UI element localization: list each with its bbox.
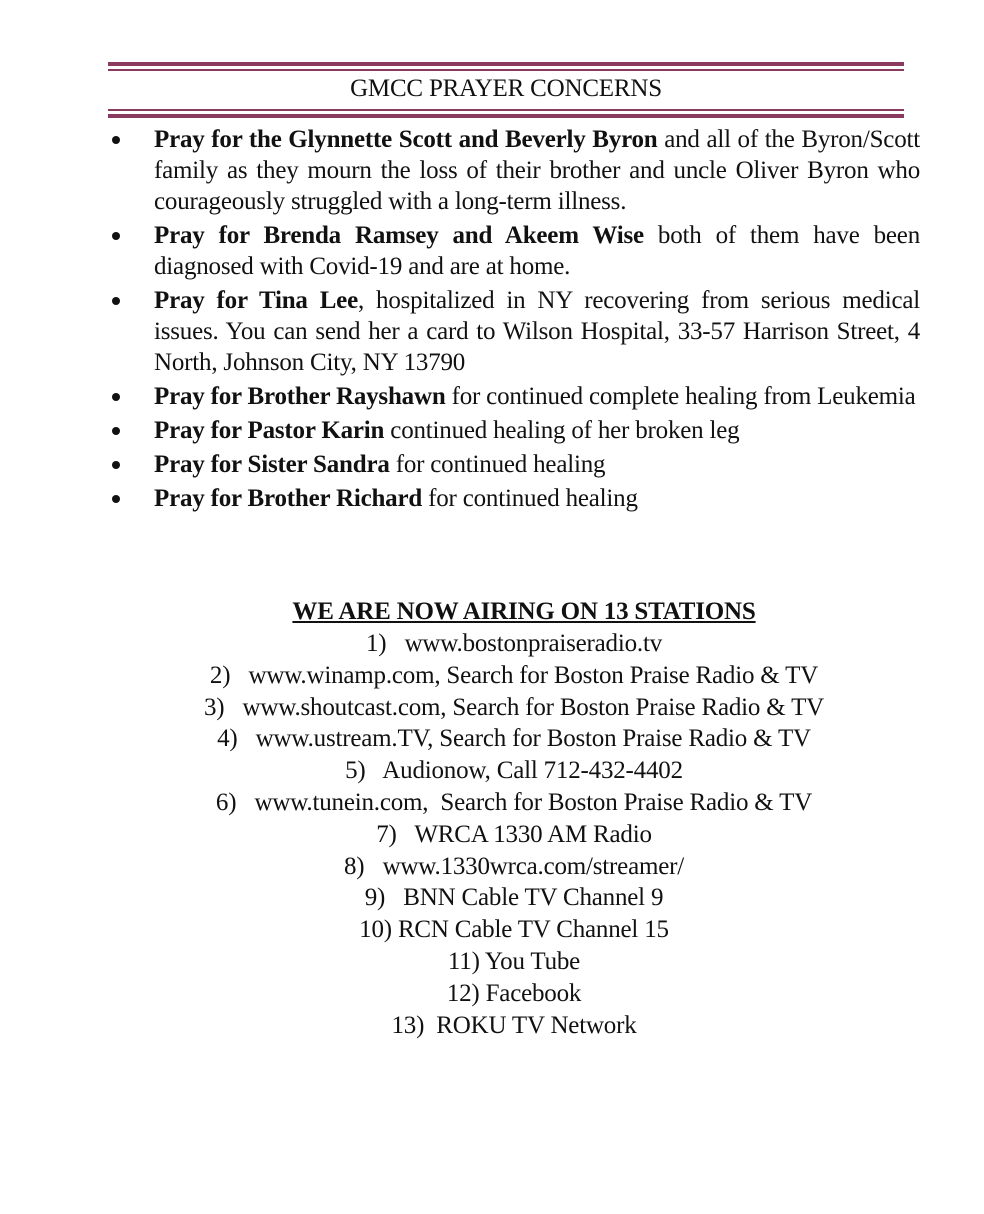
- prayer-item: [108, 285, 920, 378]
- prayer-list: [108, 124, 920, 517]
- prayer-item: [108, 381, 920, 412]
- station-item: 1) www.bostonpraiseradio.tv: [366, 630, 662, 657]
- prayer-detail: for continued healing: [422, 485, 638, 512]
- stations-section: [108, 596, 920, 1041]
- station-item: 7) WRCA 1330 AM Radio: [376, 820, 652, 848]
- bullet-icon: [112, 297, 120, 305]
- station-item: 10) RCN Cable TV Channel 15: [359, 916, 669, 944]
- bullet-icon: [112, 495, 120, 503]
- prayer-item: [108, 483, 920, 514]
- station-list: [108, 628, 920, 1041]
- station-item: 13) ROKU TV Network: [391, 1011, 637, 1039]
- prayer-detail: continued healing of her broken leg: [384, 417, 740, 444]
- station-item: 8) www.1330wrca.com/streamer/: [344, 852, 684, 880]
- prayer-detail: for continued healing: [389, 451, 606, 478]
- stations-heading: WE ARE NOW AIRING ON 13 STATIONS: [292, 598, 756, 625]
- prayer-item: [108, 220, 920, 282]
- prayer-subject: Pray for Brenda Ramsey and Akeem Wise: [154, 222, 644, 249]
- station-item: 9) BNN Cable TV Channel 9: [364, 884, 664, 912]
- prayer-item: [108, 415, 920, 446]
- bullet-icon: [112, 393, 120, 401]
- bullet-icon: [112, 232, 120, 240]
- page-title: GMCC PRAYER CONCERNS: [350, 75, 662, 102]
- bullet-icon: [112, 136, 120, 144]
- bullet-icon: [112, 461, 120, 469]
- station-item: 12) Facebook: [446, 979, 582, 1007]
- prayer-detail: , hospitalized in NY recovering from serious medical issues. You can send her a card to Wilson Hospital, 33-57 Harrison Street, 4 North, Johnson City, NY 13790: [154, 287, 920, 376]
- prayer-subject: Pray for the Glynnette Scott and Beverly Byron: [154, 126, 658, 153]
- station-item: 4) www.ustream.TV, Search for Boston Praise Radio & TV: [217, 725, 811, 753]
- station-item: 6) www.tunein.com, Search for Boston Praise Radio & TV: [215, 788, 813, 816]
- bottom-rule-thick: [108, 114, 904, 118]
- prayer-detail: both of them have been diagnosed with Covid-19 and are at home.: [154, 222, 921, 280]
- prayer-subject: Pray for Brother Richard: [154, 485, 423, 512]
- station-item: 11) You Tube: [447, 947, 581, 975]
- bullet-icon: [112, 427, 120, 435]
- prayer-subject: Pray for Brother Rayshawn: [154, 383, 446, 410]
- prayer-item: [108, 124, 920, 217]
- prayer-concerns-header: [108, 62, 904, 118]
- station-item: 3) www.shoutcast.com, Search for Boston Praise Radio & TV: [203, 693, 825, 721]
- station-item: 5) Audionow, Call 712-432-4402: [345, 757, 683, 785]
- station-item: 2) www.winamp.com, Search for Boston Praise Radio & TV: [209, 661, 819, 689]
- prayer-detail: for continued complete healing from Leukemia: [445, 383, 916, 410]
- prayer-detail: and all of the Byron/Scott family as they mourn the loss of their brother and uncle Oliver Byron who courageously struggled with a long-term illness.: [154, 126, 920, 215]
- prayer-subject: Pray for Sister Sandra: [154, 451, 390, 478]
- prayer-subject: Pray for Pastor Karin: [154, 417, 385, 444]
- prayer-item: [108, 449, 920, 480]
- prayer-subject: Pray for Tina Lee: [154, 287, 358, 314]
